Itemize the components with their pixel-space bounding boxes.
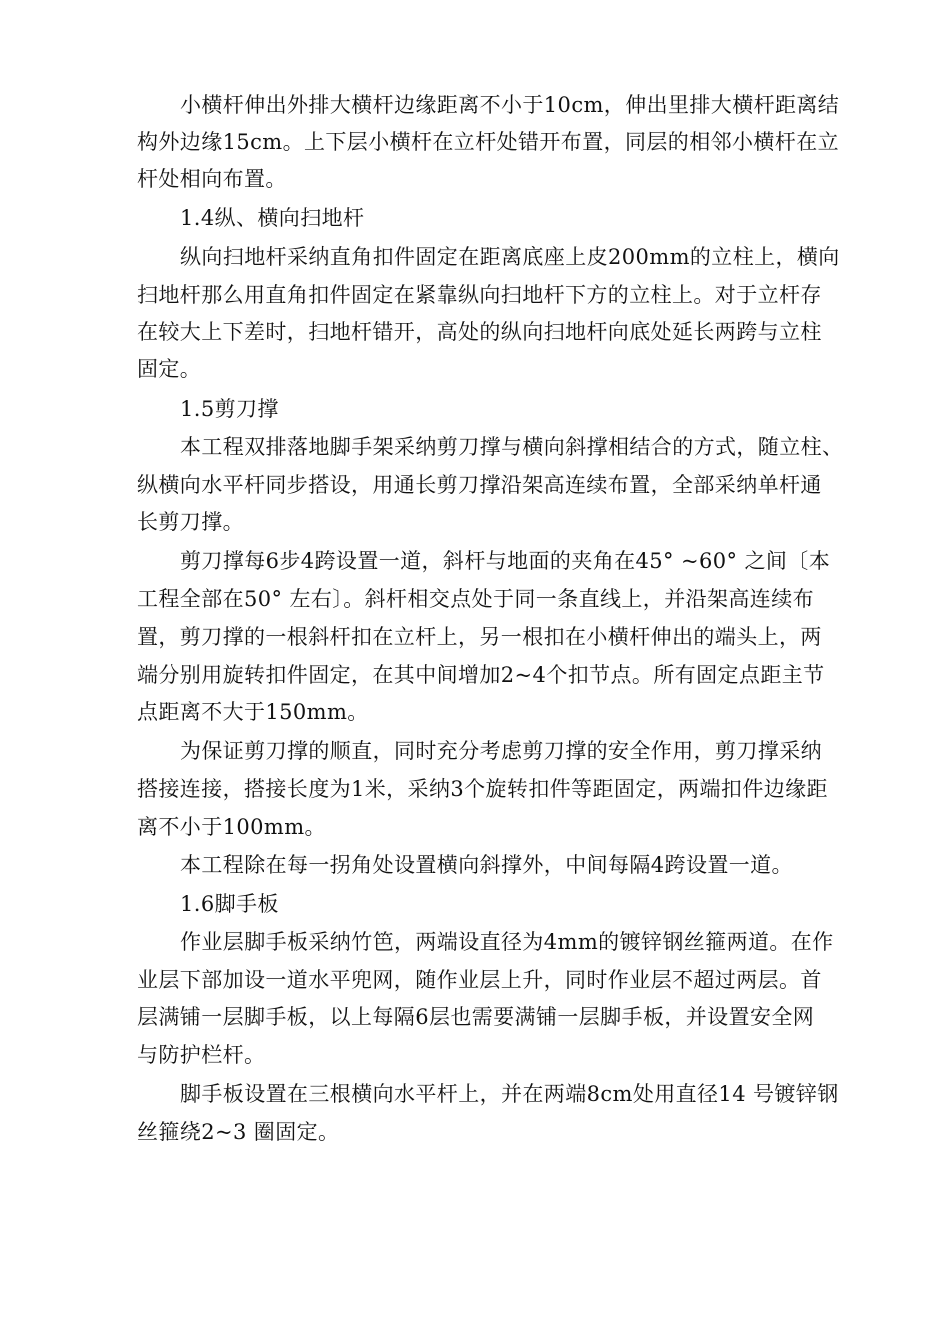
text-line: 脚手板设置在三根横向水平杆上，并在两端8cm处用直径14 号镀锌钢 — [180, 1082, 839, 1106]
text-line: 构外边缘15cm。上下层小横杆在立杆处错开布置，同层的相邻小横杆在立 — [137, 130, 839, 154]
section-heading: 1.5剪刀撑 — [180, 397, 279, 421]
section-heading: 1.6脚手板 — [180, 892, 279, 916]
section-heading: 1.4纵、横向扫地杆 — [180, 206, 365, 230]
text-line: 层满铺一层脚手板，以上每隔6层也需要满铺一层脚手板，并设置安全网 — [137, 1005, 815, 1029]
text-line: 长剪刀撑。 — [137, 510, 244, 534]
text-line: 工程全部在50° 左右〕。斜杆相交点处于同一条直线上，并沿架高连续布 — [137, 587, 814, 611]
text-line: 离不小于100mm。 — [137, 815, 326, 839]
text-line: 点距离不大于150mm。 — [137, 700, 369, 724]
text-line: 业层下部加设一道水平兜网，随作业层上升，同时作业层不超过两层。首 — [137, 968, 822, 992]
text-line: 剪刀撑每6步4跨设置一道，斜杆与地面的夹角在45° ~60° 之间〔本 — [180, 549, 831, 573]
text-line: 杆处相向布置。 — [137, 167, 287, 191]
text-line: 为保证剪刀撑的顺直，同时充分考虑剪刀撑的安全作用，剪刀撑采纳 — [180, 739, 822, 763]
text-line: 作业层脚手板采纳竹笆，两端设直径为4mm的镀锌钢丝箍两道。在作 — [180, 930, 834, 954]
text-line: 纵向扫地杆采纳直角扣件固定在距离底座上皮200mm的立柱上，横向 — [180, 245, 840, 269]
text-line: 纵横向水平杆同步搭设，用通长剪刀撑沿架高连续布置，全部采纳单杆通 — [137, 473, 822, 497]
text-line: 丝箍绕2~3 圈固定。 — [137, 1120, 340, 1144]
text-line: 本工程双排落地脚手架采纳剪刀撑与横向斜撑相结合的方式，随立柱、 — [180, 435, 844, 459]
text-line: 与防护栏杆。 — [137, 1043, 266, 1067]
text-line: 端分别用旋转扣件固定，在其中间增加2~4个扣节点。所有固定点距主节 — [137, 663, 825, 687]
text-line: 固定。 — [137, 357, 202, 381]
text-line: 扫地杆那么用直角扣件固定在紧靠纵向扫地杆下方的立柱上。对于立杆存 — [137, 283, 822, 307]
text-line: 在较大上下差时，扫地杆错开，高处的纵向扫地杆向底处延长两跨与立柱 — [137, 320, 822, 344]
text-line: 搭接连接，搭接长度为1米，采纳3个旋转扣件等距固定，两端扣件边缘距 — [137, 777, 828, 801]
text-line: 本工程除在每一拐角处设置横向斜撑外，中间每隔4跨设置一道。 — [180, 853, 793, 877]
text-line: 小横杆伸出外排大横杆边缘距离不小于10cm，伸出里排大横杆距离结 — [180, 93, 840, 117]
text-line: 置，剪刀撑的一根斜杆扣在立杆上，另一根扣在小横杆伸出的端头上，两 — [137, 625, 822, 649]
